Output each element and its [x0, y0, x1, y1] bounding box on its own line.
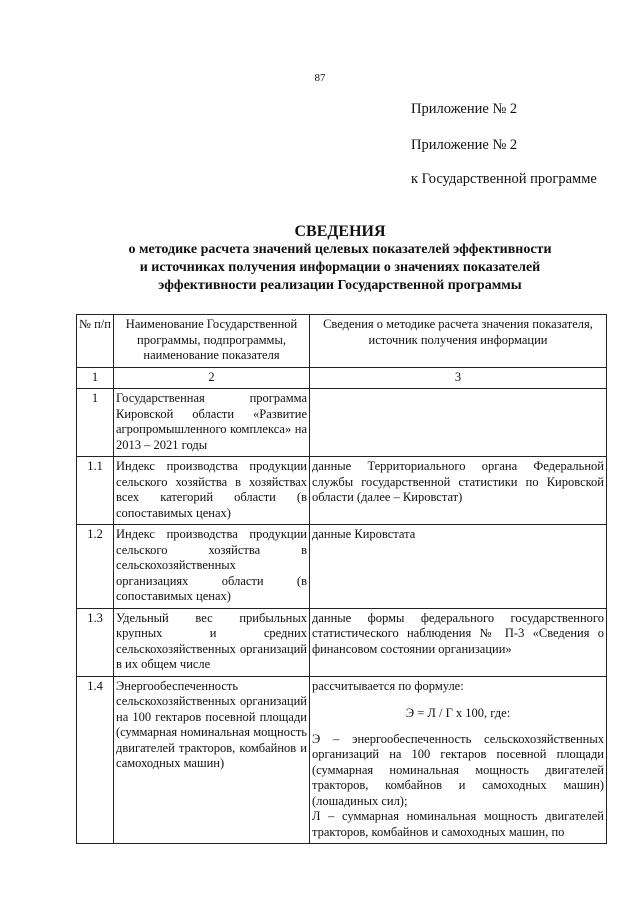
- heading-line-3: эффективности реализации Государственной программы: [158, 278, 522, 293]
- row-name: Удельный вес прибыльных крупных и средних сельскохозяйственных организаций в их общем числе: [114, 608, 310, 676]
- row-info: данные Кировстата: [310, 525, 607, 609]
- row-info: данные Территориального органа Федеральной службы государственной статистики по Кировской области (далее – Кировстат): [310, 457, 607, 525]
- heading-line-2: и источниках получения информации о значениях показателей: [139, 260, 541, 275]
- table-row: [77, 457, 607, 525]
- indicators-table: [76, 314, 607, 844]
- table-header-row: [77, 315, 607, 368]
- page-number: 87: [314, 72, 326, 84]
- row-number: 1.2: [77, 525, 114, 609]
- column-number: 3: [310, 367, 607, 389]
- header-name: Наименование Государственной программы, подпрограммы, наименование показателя: [114, 315, 310, 368]
- table-row: [77, 525, 607, 609]
- row-number: 1.1: [77, 457, 114, 525]
- row-name: Энергообеспеченность сельскохозяйственных организаций на 100 гектаров посевной площади (суммарная номинальная мощность двигателей тракторов, комбайнов и самоходных машин): [114, 676, 310, 844]
- row-name: Индекс производства продукции сельского хозяйства в хозяйствах всех категорий области (в сопоставимых ценах): [114, 457, 310, 525]
- column-number-row: [77, 367, 607, 389]
- formula-definition: Э – энергообеспеченность сельскохозяйственных организаций на 100 гектаров посевной площади (суммарная номинальная мощность двигателей тракторов, комбайнов и самоходных машин) (лошадиных сил);: [312, 731, 604, 808]
- row-info: данные формы федерального государственного статистического наблюдения № П-3 «Сведения о финансовом состоянии организации»: [310, 608, 607, 676]
- row-number: 1: [77, 389, 114, 457]
- appendix-program-ref: к Государственной программе: [411, 171, 597, 187]
- formula-intro: рассчитывается по формуле:: [312, 678, 464, 693]
- appendix-label-repeat: Приложение № 2: [411, 137, 518, 153]
- heading-line-1: о методике расчета значений целевых показателей эффективности: [128, 242, 552, 257]
- row-name: Индекс производства продукции сельского хозяйства в сельскохозяйственных организациях области (в сопоставимых ценах): [114, 525, 310, 609]
- header-number: № п/п: [77, 315, 114, 368]
- row-info: [310, 676, 607, 844]
- document-title: СВЕДЕНИЯ: [294, 223, 386, 240]
- row-number: 1.3: [77, 608, 114, 676]
- appendix-label: Приложение № 2: [411, 101, 518, 117]
- row-name: Государственная программа Кировской области «Развитие агропромышленного комплекса» на 2013 – 2021 годы: [114, 389, 310, 457]
- row-info: [310, 389, 607, 457]
- table-row: [77, 608, 607, 676]
- row-number: 1.4: [77, 676, 114, 844]
- column-number: 2: [114, 367, 310, 389]
- header-info: Сведения о методике расчета значения показателя, источник получения информации: [310, 315, 607, 368]
- table-row: [77, 676, 607, 844]
- formula: Э = Л / Г х 100, где:: [405, 706, 511, 720]
- document-heading: [60, 222, 620, 295]
- formula-definition: Л – суммарная номинальная мощность двигателей тракторов, комбайнов и самоходных машин, по: [312, 809, 604, 839]
- column-number: 1: [77, 367, 114, 389]
- table-row: [77, 389, 607, 457]
